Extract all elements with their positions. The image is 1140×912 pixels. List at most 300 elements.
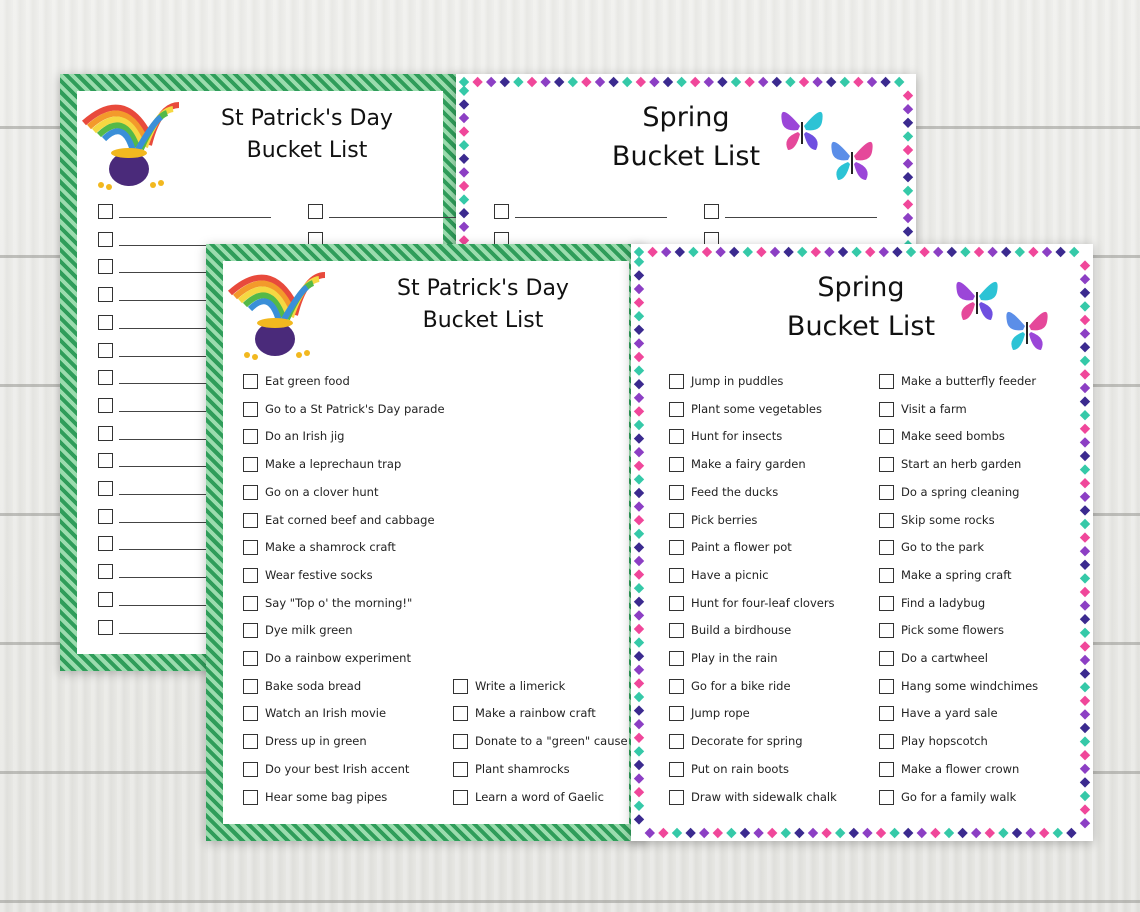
diamond-mark: [634, 719, 644, 729]
bucket-list-item: Go for a family walk: [901, 789, 1017, 804]
diamond-mark: [880, 77, 890, 87]
checkbox[interactable]: [669, 540, 684, 555]
checkbox[interactable]: [98, 481, 113, 496]
title-line-1: St Patrick's Day: [221, 106, 393, 131]
bucket-list-item: Decorate for spring: [691, 734, 803, 749]
bucket-list-item: Jump rope: [691, 706, 750, 721]
checkbox[interactable]: [243, 734, 258, 749]
diamond-mark: [998, 828, 1008, 838]
diamond-mark: [1080, 818, 1090, 828]
diamond-mark: [1080, 600, 1090, 610]
diamond-mark: [781, 828, 791, 838]
diamond-mark: [634, 257, 644, 267]
bucket-list-item: Pick berries: [691, 512, 758, 527]
diamond-mark: [1069, 247, 1079, 257]
diamond-mark: [634, 420, 644, 430]
spring-filled-sheet: [631, 244, 1093, 841]
diamond-mark: [756, 247, 766, 257]
diamond-mark: [634, 692, 644, 702]
checkbox[interactable]: [879, 679, 894, 694]
checkbox[interactable]: [243, 679, 258, 694]
diamond-mark: [867, 77, 877, 87]
diamond-mark: [634, 597, 644, 607]
checkbox[interactable]: [243, 457, 258, 472]
checkbox[interactable]: [243, 651, 258, 666]
bucket-list-item: Pick some flowers: [901, 623, 1004, 638]
diamond-mark: [849, 828, 859, 838]
checkbox[interactable]: [879, 374, 894, 389]
diamond-mark: [1080, 682, 1090, 692]
checkbox[interactable]: [98, 509, 113, 524]
diamond-mark: [840, 77, 850, 87]
diamond-mark: [1053, 828, 1063, 838]
diamond-mark: [851, 247, 861, 257]
diamond-mark: [1028, 247, 1038, 257]
checkbox[interactable]: [879, 734, 894, 749]
diamond-mark: [1080, 437, 1090, 447]
diamond-mark: [676, 77, 686, 87]
checkbox[interactable]: [243, 706, 258, 721]
checkbox[interactable]: [879, 790, 894, 805]
checkbox[interactable]: [98, 620, 113, 635]
diamond-mark: [459, 208, 469, 218]
bucket-list-item: Dye milk green: [265, 623, 353, 638]
checkbox[interactable]: [669, 679, 684, 694]
diamond-mark: [743, 247, 753, 257]
bucket-list-item: Have a yard sale: [901, 706, 998, 721]
diamond-mark: [704, 77, 714, 87]
diamond-mark: [634, 393, 644, 403]
diamond-mark: [634, 379, 644, 389]
checkbox[interactable]: [98, 564, 113, 579]
bucket-list-item: Draw with sidewalk chalk: [691, 789, 837, 804]
bucket-list-item: Jump in puddles: [691, 374, 784, 388]
diamond-mark: [947, 247, 957, 257]
title-line-2: Bucket List: [246, 137, 368, 163]
diamond-mark: [634, 787, 644, 797]
diamond-mark: [1080, 546, 1090, 556]
diamond-mark: [1080, 274, 1090, 284]
diamond-mark: [985, 828, 995, 838]
title-line-1: St Patrick's Day: [397, 276, 569, 301]
checkbox[interactable]: [669, 374, 684, 389]
checkbox[interactable]: [243, 540, 258, 555]
diamond-mark: [740, 828, 750, 838]
diamond-mark: [930, 828, 940, 838]
diamond-mark: [634, 501, 644, 511]
diamond-mark: [634, 651, 644, 661]
diamond-mark: [824, 247, 834, 257]
checkbox[interactable]: [879, 568, 894, 583]
diamond-mark: [688, 247, 698, 257]
diamond-mark: [634, 352, 644, 362]
bucket-list-item: Skip some rocks: [901, 512, 995, 527]
diamond-mark: [717, 77, 727, 87]
bucket-list-item: Hunt for insects: [691, 429, 783, 444]
diamond-mark: [459, 126, 469, 136]
diamond-mark: [634, 556, 644, 566]
diamond-mark: [634, 637, 644, 647]
diamond-mark: [634, 583, 644, 593]
diamond-mark: [821, 828, 831, 838]
checkbox[interactable]: [669, 706, 684, 721]
diamond-mark: [634, 311, 644, 321]
checkbox[interactable]: [243, 623, 258, 638]
checkbox[interactable]: [243, 790, 258, 805]
diamond-mark: [540, 77, 550, 87]
checkbox[interactable]: [669, 623, 684, 638]
bucket-list-item: Make a butterfly feeder: [901, 374, 1037, 388]
bucket-list-item: Do your best Irish accent: [265, 761, 410, 776]
diamond-mark: [568, 77, 578, 87]
diamond-mark: [894, 77, 904, 87]
diamond-mark: [794, 828, 804, 838]
diamond-mark: [1080, 573, 1090, 583]
bucket-list-item: Do a rainbow experiment: [265, 651, 411, 665]
checkbox[interactable]: [98, 453, 113, 468]
checkbox[interactable]: [704, 204, 719, 219]
diamond-mark: [826, 77, 836, 87]
diamond-mark: [744, 77, 754, 87]
diamond-mark: [903, 104, 913, 114]
title-line-2: Bucket List: [786, 311, 936, 343]
diamond-mark: [581, 77, 591, 87]
diamond-mark: [1080, 424, 1090, 434]
diamond-mark: [1080, 709, 1090, 719]
diamond-mark: [1080, 723, 1090, 733]
bucket-list-item: Do an Irish jig: [265, 429, 345, 444]
diamond-mark: [527, 77, 537, 87]
checkbox[interactable]: [669, 485, 684, 500]
st-patricks-filled-sheet: [206, 244, 646, 841]
bucket-list-item: Have a picnic: [691, 567, 769, 582]
diamond-mark: [634, 542, 644, 552]
checkbox[interactable]: [669, 429, 684, 444]
bucket-list-item: Visit a farm: [901, 401, 967, 416]
diamond-mark: [853, 77, 863, 87]
checkbox[interactable]: [453, 762, 468, 777]
diamond-mark: [699, 828, 709, 838]
checkbox[interactable]: [98, 370, 113, 385]
checkbox[interactable]: [669, 457, 684, 472]
diamond-mark: [1080, 641, 1090, 651]
diamond-mark: [797, 247, 807, 257]
diamond-mark: [690, 77, 700, 87]
diamond-mark: [1080, 396, 1090, 406]
bucket-list-item: Play in the rain: [691, 651, 778, 665]
checkbox[interactable]: [879, 651, 894, 666]
diamond-mark: [634, 773, 644, 783]
diamond-mark: [634, 610, 644, 620]
checkbox[interactable]: [453, 706, 468, 721]
diamond-mark: [1080, 614, 1090, 624]
checkbox[interactable]: [669, 651, 684, 666]
checkbox[interactable]: [669, 790, 684, 805]
diamond-mark: [634, 338, 644, 348]
diamond-mark: [663, 77, 673, 87]
diamond-mark: [767, 828, 777, 838]
st-patricks-blank-title: [197, 103, 417, 167]
diamond-mark: [799, 77, 809, 87]
checkbox[interactable]: [453, 790, 468, 805]
bucket-list-item: Plant some vegetables: [691, 401, 822, 416]
bucket-list-item: Dress up in green: [265, 734, 367, 749]
st-patricks-filled-title: [363, 273, 603, 337]
diamond-mark: [903, 213, 913, 223]
checkbox[interactable]: [98, 536, 113, 551]
bucket-list-item: Make a shamrock craft: [265, 540, 396, 555]
bucket-list-item: Start an herb garden: [901, 457, 1022, 472]
diamond-mark: [903, 172, 913, 182]
diamond-mark: [726, 828, 736, 838]
diamond-mark: [1080, 315, 1090, 325]
diamond-mark: [634, 814, 644, 824]
checkbox[interactable]: [879, 706, 894, 721]
diamond-mark: [1080, 587, 1090, 597]
checkbox[interactable]: [879, 623, 894, 638]
diamond-mark: [903, 828, 913, 838]
butterflies-icon: [774, 96, 886, 188]
write-in-line: [725, 217, 877, 218]
diamond-mark: [903, 90, 913, 100]
diamond-mark: [634, 433, 644, 443]
diamond-mark: [892, 247, 902, 257]
checkbox[interactable]: [879, 762, 894, 777]
diamond-mark: [634, 665, 644, 675]
checkbox[interactable]: [243, 568, 258, 583]
diamond-mark: [876, 828, 886, 838]
checkbox[interactable]: [98, 592, 113, 607]
diamond-mark: [835, 828, 845, 838]
diamond-mark: [1080, 328, 1090, 338]
checkbox[interactable]: [98, 315, 113, 330]
bucket-list-item: Make a leprechaun trap: [265, 457, 402, 472]
diamond-mark: [459, 86, 469, 96]
diamond-mark: [1012, 828, 1022, 838]
diamond-mark: [500, 77, 510, 87]
diamond-mark: [903, 158, 913, 168]
diamond-mark: [713, 828, 723, 838]
checkbox[interactable]: [243, 513, 258, 528]
checkbox[interactable]: [98, 232, 113, 247]
diamond-mark: [554, 77, 564, 87]
diamond-mark: [634, 297, 644, 307]
diamond-mark: [1080, 383, 1090, 393]
diamond-mark: [1080, 655, 1090, 665]
diamond-mark: [933, 247, 943, 257]
checkbox[interactable]: [98, 398, 113, 413]
bucket-list-item: Donate to a "green" cause: [475, 734, 628, 749]
bucket-list-item: Wear festive socks: [265, 567, 373, 582]
bucket-list-item: Do a spring cleaning: [901, 484, 1020, 499]
checkbox[interactable]: [243, 374, 258, 389]
diamond-mark: [634, 760, 644, 770]
diamond-mark: [957, 828, 967, 838]
checkbox[interactable]: [879, 485, 894, 500]
diamond-mark: [1080, 750, 1090, 760]
diamond-mark: [944, 828, 954, 838]
bucket-list-item: Plant shamrocks: [475, 761, 570, 776]
diamond-mark: [672, 828, 682, 838]
diamond-mark: [903, 145, 913, 155]
diamond-mark: [1015, 247, 1025, 257]
diamond-mark: [634, 406, 644, 416]
diamond-mark: [903, 186, 913, 196]
checkbox[interactable]: [669, 402, 684, 417]
diamond-mark: [634, 801, 644, 811]
diamond-mark: [1080, 478, 1090, 488]
bucket-list-item: Make a rainbow craft: [475, 706, 596, 721]
diamond-mark: [634, 746, 644, 756]
diamond-mark: [459, 181, 469, 191]
checkbox[interactable]: [669, 734, 684, 749]
diamond-mark: [634, 624, 644, 634]
checkbox[interactable]: [98, 426, 113, 441]
diamond-mark: [903, 226, 913, 236]
checkbox[interactable]: [243, 402, 258, 417]
diamond-mark: [702, 247, 712, 257]
bucket-list-item: Hear some bag pipes: [265, 789, 388, 804]
checkbox[interactable]: [308, 204, 323, 219]
diamond-mark: [1080, 764, 1090, 774]
diamond-mark: [919, 247, 929, 257]
bucket-list-item: Go for a bike ride: [691, 678, 791, 693]
bucket-list-item: Put on rain boots: [691, 761, 789, 776]
diamond-mark: [649, 77, 659, 87]
diamond-mark: [1025, 828, 1035, 838]
diamond-mark: [1066, 828, 1076, 838]
title-line-2: Bucket List: [422, 307, 544, 333]
checkbox[interactable]: [98, 259, 113, 274]
diamond-mark: [634, 447, 644, 457]
diamond-mark: [486, 77, 496, 87]
checkbox[interactable]: [879, 457, 894, 472]
bucket-list-item: Hang some windchimes: [901, 678, 1039, 693]
butterflies-icon: [949, 266, 1061, 358]
diamond-mark: [634, 325, 644, 335]
checkbox[interactable]: [98, 287, 113, 302]
bucket-list-item: Eat corned beef and cabbage: [265, 512, 435, 527]
diamond-mark: [715, 247, 725, 257]
diamond-mark: [1080, 410, 1090, 420]
diamond-mark: [1080, 804, 1090, 814]
diamond-mark: [1080, 356, 1090, 366]
title-line-1: Spring: [817, 272, 905, 303]
diamond-mark: [1042, 247, 1052, 257]
checkbox[interactable]: [243, 429, 258, 444]
diamond-mark: [1001, 247, 1011, 257]
diamond-mark: [459, 113, 469, 123]
diamond-mark: [729, 247, 739, 257]
diamond-mark: [459, 222, 469, 232]
diamond-mark: [865, 247, 875, 257]
diamond-mark: [658, 828, 668, 838]
checkbox[interactable]: [494, 204, 509, 219]
rainbow-pot-of-gold-icon: [79, 95, 189, 195]
diamond-mark: [1080, 505, 1090, 515]
checkbox[interactable]: [243, 762, 258, 777]
diamond-mark: [753, 828, 763, 838]
bucket-list-item: Say "Top o' the morning!": [265, 595, 413, 610]
diamond-mark: [1080, 560, 1090, 570]
diamond-mark: [903, 199, 913, 209]
diamond-mark: [1080, 288, 1090, 298]
checkbox[interactable]: [879, 513, 894, 528]
checkbox[interactable]: [453, 679, 468, 694]
bucket-list-item: Watch an Irish movie: [265, 706, 387, 721]
checkbox[interactable]: [98, 343, 113, 358]
diamond-mark: [634, 474, 644, 484]
diamond-mark: [903, 118, 913, 128]
diamond-mark: [634, 705, 644, 715]
checkbox[interactable]: [98, 204, 113, 219]
diamond-mark: [634, 284, 644, 294]
checkbox[interactable]: [243, 596, 258, 611]
checkbox[interactable]: [669, 596, 684, 611]
checkbox[interactable]: [879, 596, 894, 611]
diamond-mark: [685, 828, 695, 838]
checkbox[interactable]: [879, 540, 894, 555]
checkbox[interactable]: [669, 513, 684, 528]
bucket-list-item: Make a flower crown: [901, 761, 1020, 776]
diamond-mark: [974, 247, 984, 257]
diamond-mark: [622, 77, 632, 87]
diamond-mark: [459, 99, 469, 109]
diamond-mark: [812, 77, 822, 87]
diamond-mark: [595, 77, 605, 87]
diamond-mark: [862, 828, 872, 838]
diamond-mark: [1080, 777, 1090, 787]
diamond-mark: [645, 828, 655, 838]
checkbox[interactable]: [879, 429, 894, 444]
diamond-mark: [634, 270, 644, 280]
diamond-mark: [1080, 628, 1090, 638]
diamond-mark: [634, 733, 644, 743]
diamond-mark: [770, 247, 780, 257]
diamond-mark: [1080, 532, 1090, 542]
checkbox[interactable]: [879, 402, 894, 417]
diamond-mark: [1080, 492, 1090, 502]
diamond-mark: [1080, 668, 1090, 678]
diamond-mark: [811, 247, 821, 257]
diamond-mark: [1080, 301, 1090, 311]
diamond-mark: [838, 247, 848, 257]
diamond-mark: [808, 828, 818, 838]
checkbox[interactable]: [243, 485, 258, 500]
checkbox[interactable]: [669, 568, 684, 583]
bucket-list-item: Feed the ducks: [691, 484, 779, 499]
diamond-mark: [879, 247, 889, 257]
diamond-mark: [1039, 828, 1049, 838]
diamond-mark: [783, 247, 793, 257]
diamond-mark: [634, 569, 644, 579]
diamond-mark: [1080, 260, 1090, 270]
bucket-list-item: Build a birdhouse: [691, 623, 792, 638]
diamond-mark: [1080, 451, 1090, 461]
diamond-mark: [987, 247, 997, 257]
checkbox[interactable]: [453, 734, 468, 749]
bucket-list-item: Learn a word of Gaelic: [475, 789, 604, 804]
diamond-mark: [459, 154, 469, 164]
rainbow-pot-of-gold-icon: [225, 265, 335, 365]
diamond-mark: [608, 77, 618, 87]
bucket-list-item: Write a limerick: [475, 678, 566, 693]
diamond-mark: [1080, 464, 1090, 474]
bucket-list-item: Make a fairy garden: [691, 457, 806, 472]
diamond-mark: [906, 247, 916, 257]
diamond-mark: [634, 365, 644, 375]
checkbox[interactable]: [669, 762, 684, 777]
